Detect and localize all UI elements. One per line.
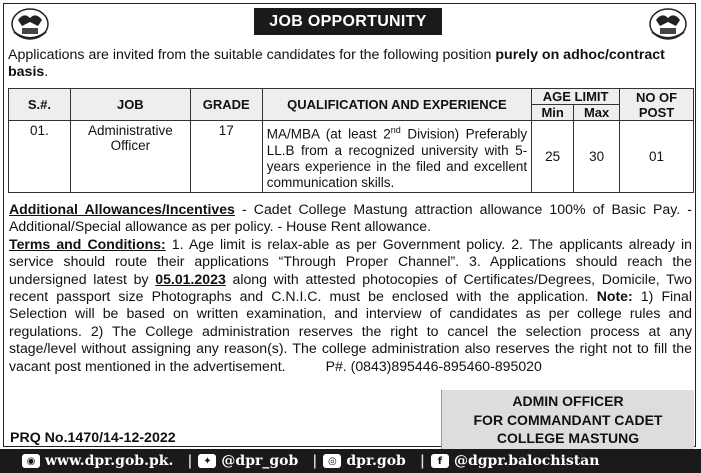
- facebook-icon: f: [431, 454, 449, 468]
- allowances-text: - Cadet College Mastung attraction allowance 100% of Basic Pay. - Additional/Special allowance as per policy. - House Rent allowance.: [9, 201, 692, 235]
- divider: |: [419, 453, 425, 469]
- balochistan-emblem-icon: [648, 6, 688, 42]
- footer-facebook[interactable]: f @dgpr.balochistan: [431, 453, 599, 469]
- col-header-age-limit: AGE LIMIT: [532, 89, 620, 105]
- footer-bar: [0, 449, 701, 473]
- cell-grade: 17: [190, 121, 262, 193]
- note-label: Note:: [596, 288, 633, 305]
- cell-job: Administrative Officer: [70, 121, 190, 193]
- divider: |: [187, 453, 193, 469]
- footer-twitter[interactable]: ✦ @dpr_gob: [198, 453, 298, 469]
- cell-sno: 01.: [9, 121, 71, 193]
- col-header-posts: NO OF POST: [620, 89, 694, 121]
- table-header-row: [9, 89, 694, 105]
- col-header-sno: S.#.: [9, 89, 71, 121]
- col-header-min: Min: [532, 105, 574, 121]
- col-header-max: Max: [574, 105, 620, 121]
- deadline-date: 05.01.2023: [155, 270, 226, 287]
- footer-web[interactable]: ◉ www.dpr.gob.pk.: [22, 453, 173, 469]
- terms-label: Terms and Conditions:: [9, 235, 166, 252]
- twitter-icon: ✦: [198, 454, 216, 468]
- col-header-qualification: QUALIFICATION AND EXPERIENCE: [262, 89, 531, 121]
- phone-numbers: P#. (0843)895446-895460-895020: [325, 357, 542, 374]
- divider: |: [312, 453, 318, 469]
- footer-instagram[interactable]: ◎ dpr.gob: [323, 453, 405, 469]
- prq-number: PRQ No.1470/14-12-2022: [10, 430, 176, 446]
- intro-paragraph: Applications are invited from the suitable candidates for the following position purely on adhoc/contract basis.: [8, 47, 665, 80]
- balochistan-emblem-icon: [10, 6, 50, 42]
- cell-qualification: MA/MBA (at least 2nd Division) Preferably LL.B from a recognized university with 5-years experience in the filed and excellent communication skills.: [262, 121, 531, 193]
- allowances-label: Additional Allowances/Incentives: [9, 201, 235, 217]
- signature-block: ADMIN OFFICER FOR COMMANDANT CADET COLLEGE MASTUNG: [441, 390, 694, 449]
- globe-icon: ◉: [22, 454, 40, 468]
- cell-posts: 01: [620, 121, 694, 193]
- cell-max-age: 30: [574, 121, 620, 193]
- instagram-icon: ◎: [323, 454, 341, 468]
- table-row: [9, 121, 694, 193]
- job-table: [8, 88, 694, 193]
- page-title: JOB OPPORTUNITY: [254, 8, 442, 35]
- terms-section: Additional Allowances/Incentives - Cadet College Mastung attraction allowance 100% of Basic Pay. - Additional/Special allowance as per policy. - House Rent allowance. Terms and Conditions: 1. Age limit is relax-able as per Government policy. 2. The applicants already in service should route their applications “Through Proper Channel”. 3. Applications should reach the undersigned latest by 05.01.2023 along with attested photocopies of Certificates/Degrees, Domicile, Two recent passport size Photographs and C.N.I.C. must be enclosed with the application. Note: 1) Final Selection will be based on written examination, and interview of candidates as per college rules and regulations. 2) The College administration reserves the right to cancel the selection process at any stage/level without assigning any reason(s). The college administration also reserves the right not to fill the vacant post mentioned in the advertisement. P#. (0843)895446-895460-895020: [9, 201, 692, 374]
- col-header-job: JOB: [70, 89, 190, 121]
- cell-min-age: 25: [532, 121, 574, 193]
- col-header-grade: GRADE: [190, 89, 262, 121]
